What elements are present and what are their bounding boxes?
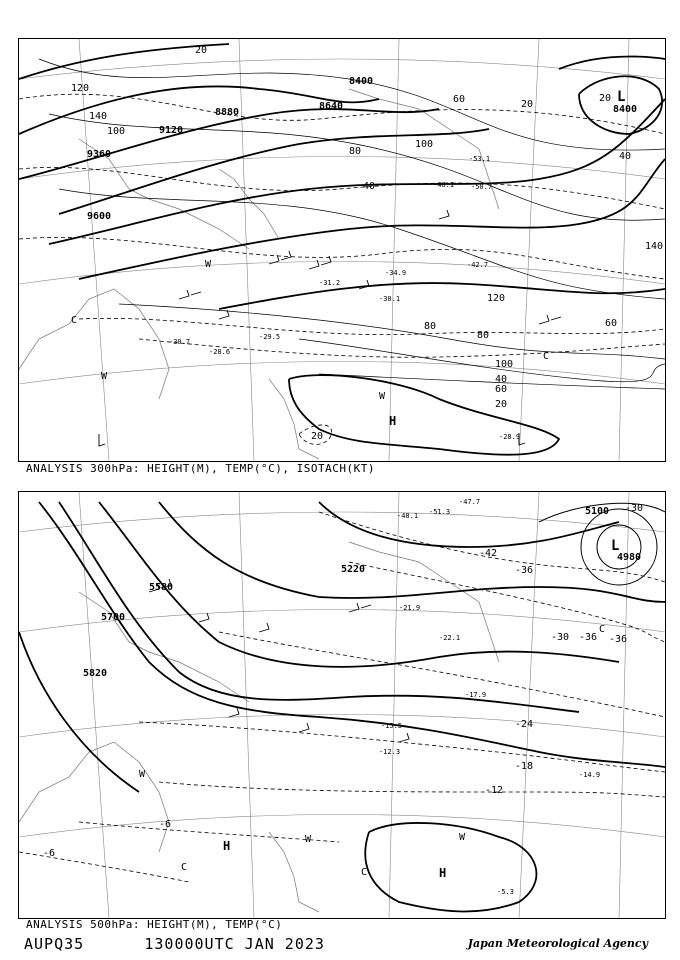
isotherm-label: -36 [515,565,534,576]
isotach-label: 20 [311,431,324,442]
caption-300hpa: ANALYSIS 300hPa: HEIGHT(M), TEMP(°C), ISOTACH(KT) [26,462,376,475]
station-label: -51.3 [429,508,451,516]
chart-id: AUPQ35 [24,935,85,953]
air-mass-mark: W [305,834,312,845]
isotherm-label-group [43,503,643,859]
air-mass-mark: W [459,832,466,843]
valid-time: 130000UTC JAN 2023 [144,935,325,953]
isotherm-label: -18 [515,761,534,772]
height-label: 8400 [613,104,638,115]
station-label: -22.1 [439,634,461,642]
temp-label: -30.1 [379,295,401,303]
station-label: -48.1 [397,512,419,520]
station-label: -12.3 [379,748,401,756]
air-mass-mark: C [543,351,550,362]
height-label: 5700 [101,612,126,623]
isotherm-label: -6 [159,819,172,830]
temp-label: -34.9 [385,269,407,277]
isotach-label: 140 [89,111,108,122]
air-mass-mark: C [361,867,368,878]
caption-500hpa: ANALYSIS 500hPa: HEIGHT(M), TEMP(°C) [26,918,283,931]
temp-label: -30.7 [169,338,191,346]
height-label-group [87,76,637,222]
isotach-label: 100 [107,126,126,137]
wind-barbs [99,210,561,446]
isotach-label: 20 [495,399,508,410]
isotach-label: 20 [521,99,534,110]
map-500hpa [19,492,665,918]
coastlines [19,542,499,912]
height-label: 9600 [87,211,112,222]
temp-label: -48.1 [433,181,455,189]
low-pressure-mark: L [611,538,620,554]
air-mass-mark: W [205,259,212,270]
isotach-label: 40 [495,374,508,385]
temp-label: -29.5 [259,333,281,341]
isotach-label: 80 [424,321,437,332]
map-300hpa [19,39,665,461]
air-mass-mark: W [101,371,108,382]
low-pressure-mark: L [617,89,626,105]
high-pressure-mark: H [223,839,231,853]
isotach-label: 100 [415,139,434,150]
station-label: -15.5 [381,722,403,730]
air-mass-mark: C [599,624,606,635]
isotach-label: 40 [619,151,632,162]
station-label: -47.7 [459,498,481,506]
isotach-label: 20 [599,93,612,104]
isotach-label: 140 [645,241,664,252]
height-label: 4980 [617,552,642,563]
isotach-label-group [71,45,663,442]
high-pressure-mark: H [439,866,447,880]
station-label: -5.3 [497,888,514,896]
temp-label: -28.6 [209,348,231,356]
height-label: 9360 [87,149,112,160]
air-mass-mark: W [379,391,386,402]
chart-identifier [24,935,325,953]
isotherm-label: -42 [479,548,498,559]
isotach-label: 80 [477,330,490,341]
air-mass-mark: C [71,315,78,326]
temp-label: -31.2 [319,279,341,287]
isotherm-label: -30 [551,632,570,643]
temp-label-group [169,155,520,441]
station-label: -21.9 [399,604,421,612]
agency-name: Japan Meteorological Agency [467,937,648,950]
isotach-label: 100 [495,359,514,370]
map-panel-500hpa [18,491,666,919]
isotherm-label: -36 [609,634,628,645]
height-label: 9120 [159,125,184,136]
high-pressure-mark: H [389,414,397,428]
isotach-label: 60 [605,318,618,329]
height-label: 8640 [319,101,344,112]
isotherm-label: -24 [515,719,534,730]
isotach-label: 20 [195,45,208,56]
height-label: 5100 [585,506,610,517]
isotherm-label: -12 [485,785,504,796]
wind-barbs [149,579,409,742]
temp-label: -53.1 [469,155,491,163]
height-label: 5580 [149,582,174,593]
isotach-label: 60 [453,94,466,105]
isotach-label: 40 [363,181,376,192]
height-label: 8400 [349,76,374,87]
isotach-label: 120 [71,83,90,94]
station-label: -14.9 [579,771,601,779]
temp-label: -50.7 [471,183,493,191]
isotherm-label: -30 [625,503,644,514]
temp-label: -42.7 [467,261,489,269]
height-label: 8880 [215,107,240,118]
isotach-label: 120 [487,293,506,304]
station-label: -17.9 [465,691,487,699]
height-label: 5820 [83,668,108,679]
air-mass-mark: W [139,769,146,780]
isotherm-label: -6 [43,848,56,859]
graticule [19,492,665,918]
isotach-label: 80 [349,146,362,157]
height-label: 5220 [341,564,366,575]
map-panel-300hpa [18,38,666,462]
temp-label: -28.9 [499,433,521,441]
isotherm-label: -36 [579,632,598,643]
isotherms [19,94,665,444]
isotach-label: 60 [495,384,508,395]
air-mass-mark: C [181,862,188,873]
